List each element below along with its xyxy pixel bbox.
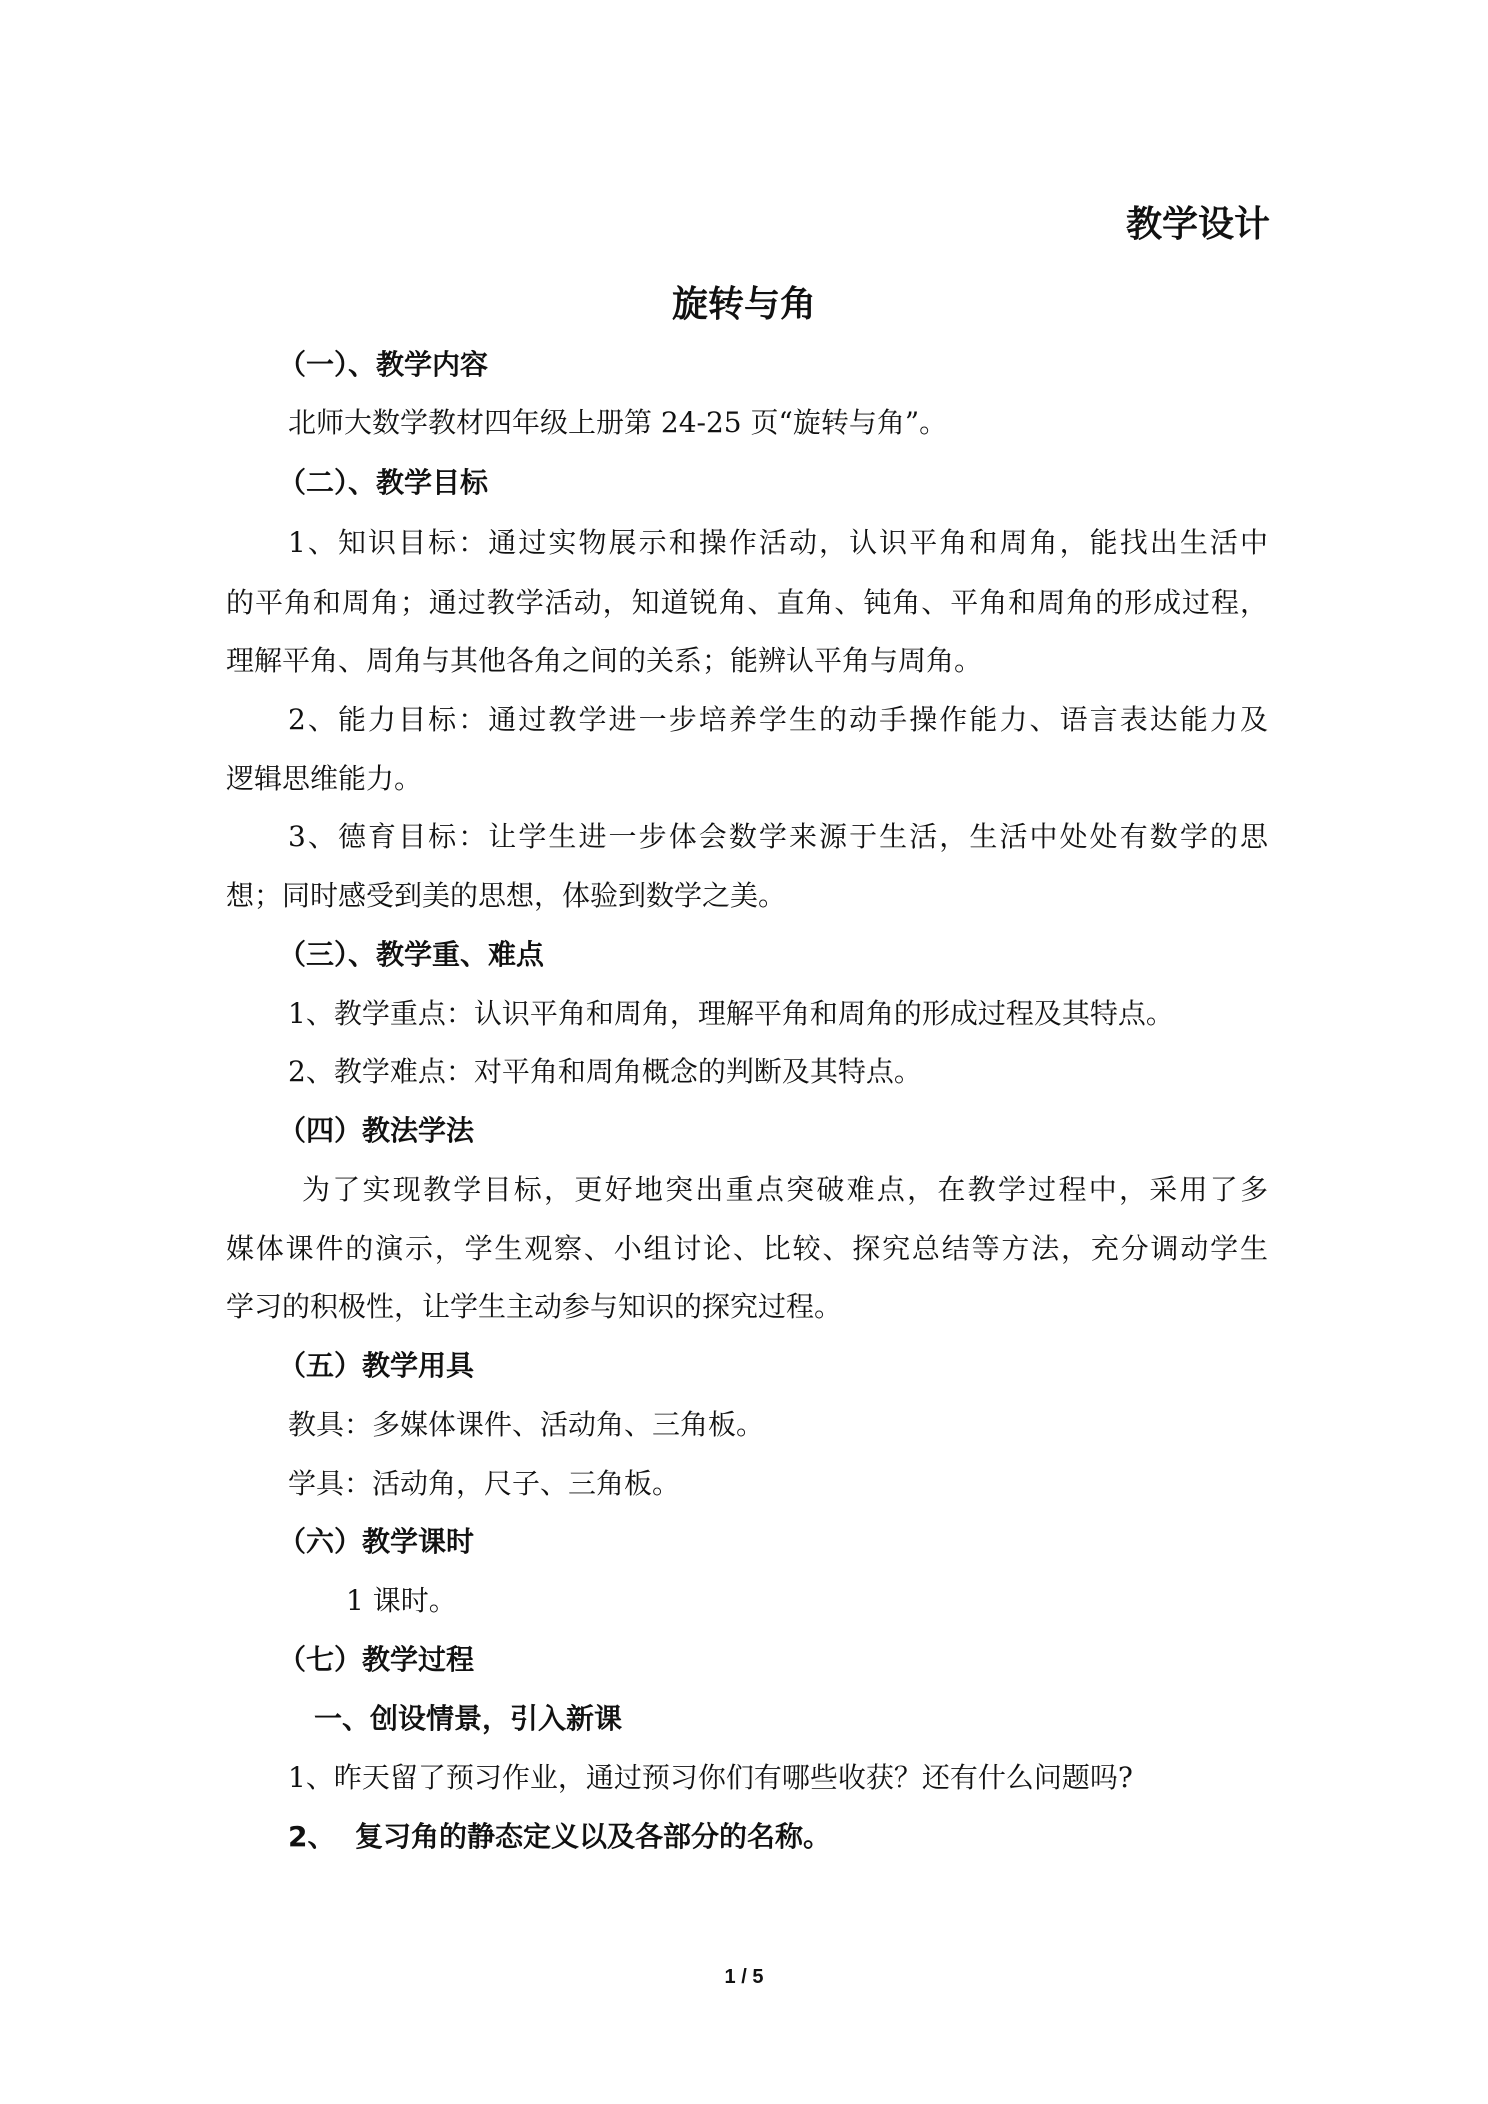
objective-moral-line-2: 想；同时感受到美的思想，体验到数学之美。 <box>226 879 787 912</box>
methods-line-3: 学习的积极性，让学生主动参与知识的探究过程。 <box>226 1290 843 1323</box>
class-hours: 1 课时。 <box>346 1584 457 1617</box>
page-number: 1 / 5 <box>724 1966 764 1988</box>
content-text: 北师大数学教材四年级上册第 24-25 页“旋转与角”。 <box>288 406 948 439</box>
teacher-tools: 教具：多媒体课件、活动角、三角板。 <box>288 1408 765 1441</box>
objective-ability-line-2: 逻辑思维能力。 <box>226 762 423 795</box>
lesson-title: 旋转与角 <box>671 284 816 325</box>
methods-line-2: 媒体课件的演示，学生观察、小组讨论、比较、探究总结等方法，充分调动学生 <box>226 1232 1268 1265</box>
section-heading-methods: （四）教法学法 <box>278 1114 475 1147</box>
methods-line-1: 为了实现教学目标，更好地突出重点突破难点，在教学过程中，采用了多 <box>302 1173 1268 1206</box>
section-heading-key-points: （三）、教学重、难点 <box>278 938 545 971</box>
step-question-1: 1、昨天留了预习作业，通过预习你们有哪些收获？还有什么问题吗? <box>288 1761 1133 1794</box>
objective-moral-line-1: 3、德育目标：让学生进一步体会数学来源于生活，生活中处处有数学的思 <box>288 820 1268 853</box>
step-question-2: 2、 复习角的静态定义以及各部分的名称。 <box>288 1820 831 1853</box>
objective-ability-line-1: 2、能力目标：通过教学进一步培养学生的动手操作能力、语言表达能力及 <box>288 703 1268 736</box>
student-tools: 学具：活动角，尺子、三角板。 <box>288 1467 681 1500</box>
section-heading-process: （七）教学过程 <box>278 1643 475 1676</box>
difficult-point: 2、教学难点：对平角和周角概念的判断及其特点。 <box>288 1055 922 1088</box>
key-point: 1、教学重点：认识平角和周角，理解平角和周角的形成过程及其特点。 <box>288 997 1174 1030</box>
objective-knowledge-line-2: 的平角和周角；通过教学活动，知道锐角、直角、钝角、平角和周角的形成过程， <box>226 586 1268 619</box>
section-heading-tools: （五）教学用具 <box>278 1349 475 1382</box>
section-heading-objectives: （二）、教学目标 <box>278 466 489 499</box>
section-heading-content: （一）、教学内容 <box>278 348 489 381</box>
section-heading-class-hours: （六）教学课时 <box>278 1525 475 1558</box>
step-heading: 一、创设情景，引入新课 <box>314 1702 623 1735</box>
objective-knowledge-line-3: 理解平角、周角与其他各角之间的关系；能辨认平角与周角。 <box>226 644 983 677</box>
document-title: 教学设计 <box>1125 204 1270 245</box>
objective-knowledge-line-1: 1、知识目标：通过实物展示和操作活动，认识平角和周角，能找出生活中 <box>288 526 1268 559</box>
